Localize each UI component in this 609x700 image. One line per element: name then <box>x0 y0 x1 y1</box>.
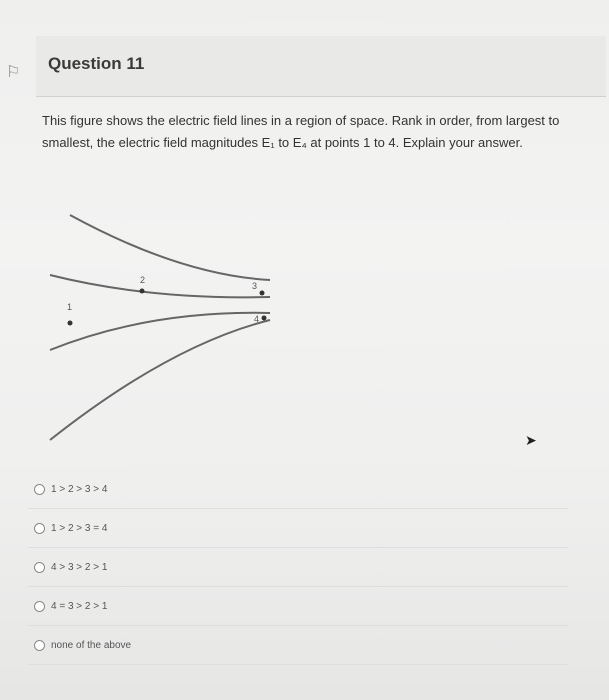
answer-option[interactable] <box>28 470 568 509</box>
field-lines-figure <box>30 195 290 450</box>
option-label: 1 > 2 > 3 = 4 <box>51 522 108 534</box>
mouse-cursor-icon: ➤ <box>525 432 537 448</box>
question-prompt: This figure shows the electric field lines in a region of space. Rank in order, from largest to smallest, the electric field magnitudes E₁ to E₄ at points 1 to 4. Explain your answer. <box>42 113 560 150</box>
option-label: none of the above <box>51 639 132 651</box>
radio-button[interactable] <box>34 562 45 573</box>
question-title: Question 11 <box>48 54 145 73</box>
field-line-top <box>70 215 270 280</box>
point-3 <box>260 291 265 296</box>
point-2 <box>140 289 145 294</box>
question-header <box>36 36 606 97</box>
option-label: 4 = 3 > 2 > 1 <box>51 600 108 612</box>
point-2-label: 2 <box>140 275 146 285</box>
point-1-label: 1 <box>67 302 73 312</box>
point-4 <box>262 316 267 321</box>
radio-button[interactable] <box>34 484 45 495</box>
field-line-upper <box>50 275 270 297</box>
radio-button[interactable] <box>34 523 45 534</box>
point-1 <box>68 321 73 326</box>
field-line-lower <box>50 313 270 350</box>
answer-option[interactable] <box>28 626 568 665</box>
point-3-label: 3 <box>252 281 258 291</box>
option-label: 4 > 3 > 2 > 1 <box>51 561 108 573</box>
answer-option[interactable] <box>28 509 568 548</box>
point-4-label: 4 <box>254 314 260 324</box>
flag-icon[interactable]: ⚐ <box>6 64 21 81</box>
answer-option[interactable] <box>28 587 568 626</box>
answer-option[interactable] <box>28 548 568 587</box>
option-label: 1 > 2 > 3 > 4 <box>51 483 108 495</box>
radio-button[interactable] <box>34 640 45 651</box>
answer-options <box>28 470 568 665</box>
radio-button[interactable] <box>34 601 45 612</box>
